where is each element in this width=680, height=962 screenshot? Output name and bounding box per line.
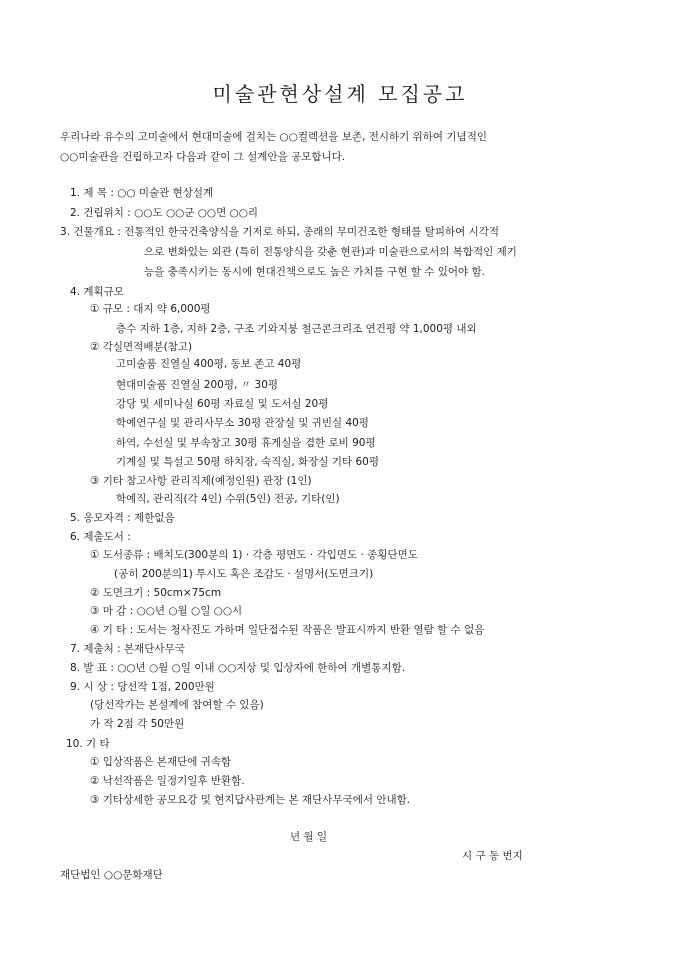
submission-size: ② 도면크기 : 50cm×75cm	[90, 587, 222, 599]
item-location: 2. 건립위치 : ○○도 ○○군 ○○면 ○○리	[70, 207, 259, 219]
item-overview: 3. 건물개요 : 전통적인 한국건축양식을 기저로 하되, 종래의 무미건조한 형태를 탈피하여 시각적	[60, 226, 500, 238]
item-scale: 4. 계획규모	[70, 286, 124, 298]
submission-other: ④ 기 타 : 도서는 청사진도 가하며 일단접수된 작품은 발표시까지 반환 열람 할 수 없음	[90, 624, 485, 636]
intro-line: 우리나라 유수의 고미술에서 현대미술에 걸치는 ○○컬렉션을 보존, 전시하기 위하여 기념적인	[60, 131, 487, 143]
item-title: 1. 제 목 : ○○ 미술관 현상설계	[70, 187, 214, 199]
room-allocation-line: 고미술품 진열실 400평, 동보 존고 40평	[116, 358, 302, 370]
room-allocation-heading: ② 각실면적배분(참고)	[90, 341, 193, 353]
item-eligibility: 5. 응모자격 : 제한없음	[70, 512, 175, 524]
room-allocation-line: 강당 및 세미나실 60평 자료실 및 도서실 20평	[116, 398, 329, 410]
award-honorable: 가 작 2점 각 50만원	[90, 718, 185, 730]
room-allocation-line: 현대미술품 진열실 200평, 〃 30평	[116, 379, 279, 391]
item-award: 9. 시 상 : 당선작 1점, 200만원	[70, 681, 215, 693]
staffing-heading: ③ 기타 참고사항 관리직제(예정인원) 관장 (1인)	[90, 475, 312, 487]
room-allocation-line: 기계실 및 특설고 50평 하치장, 숙직실, 화장실 기타 60평	[116, 456, 379, 468]
room-allocation-line: 하역, 수선실 및 부속창고 30평 휴게실을 겸한 로비 90평	[116, 437, 376, 449]
item-submission: 6. 제출도서 :	[70, 531, 131, 543]
staffing-detail: 학예직, 관리직(각 4인) 수위(5인) 전공, 기타(인)	[116, 493, 340, 505]
submission-drawings: ① 도서종류 : 배치도(300분의 1) · 각층 평면도 · 각입면도 · 종횡단면도	[90, 549, 418, 561]
item-overview-cont: 능을 충족시키는 동시에 현대건책으로도 높은 가치를 구현 할 수 있어야 함.	[144, 266, 486, 278]
footer-date: 년 월 일	[290, 831, 328, 843]
award-note: (당선작가는 본설계에 참여할 수 있음)	[90, 699, 264, 711]
scale-site: ① 규모 : 대지 약 6,000평	[90, 303, 211, 315]
item-other: 10. 기 타	[66, 738, 110, 750]
item-recipient: 7. 제출처 : 본재단사무국	[70, 643, 185, 655]
other-line: ② 낙선작품은 일정기일후 반환함.	[90, 775, 245, 787]
footer-organization: 재단법인 ○○문화재단	[60, 869, 163, 881]
other-line: ① 입상작품은 본재단에 귀속함	[90, 756, 232, 768]
submission-deadline: ③ 마 감 : ○○년 ○월 ○일 ○○시	[90, 605, 243, 617]
other-line: ③ 기타상세한 공모요강 및 현지답사관계는 본 재단사무국에서 안내함.	[90, 794, 411, 806]
item-announcement: 8. 발 표 : ○○년 ○월 ○일 이내 ○○지상 및 입상자에 한하여 개별통지함.	[70, 662, 406, 674]
intro-line: ○○미술관을 건립하고자 다음과 같이 그 설계안을 공모합니다.	[60, 151, 346, 163]
scale-floors: 층수 지하 1층, 지하 2층, 구조 기와지붕 철근콘크리조 연건평 약 1,000평 내외	[116, 323, 477, 335]
item-overview-cont: 으로 변화있는 외관 (특히 전통양식을 갖춘 현관)과 미술관으로서의 복합적인 제기	[144, 246, 517, 258]
page-title: 미술관현상설계 모집공고	[212, 82, 468, 106]
footer-address: 시 구 동 번지	[462, 850, 523, 862]
submission-drawings-cont: (공히 200분의1) 투시도 혹은 조감도 · 설명서(도면크기)	[114, 568, 374, 580]
room-allocation-line: 학예연구실 및 관리사무소 30평 관장실 및 귀빈실 40평	[116, 417, 369, 429]
